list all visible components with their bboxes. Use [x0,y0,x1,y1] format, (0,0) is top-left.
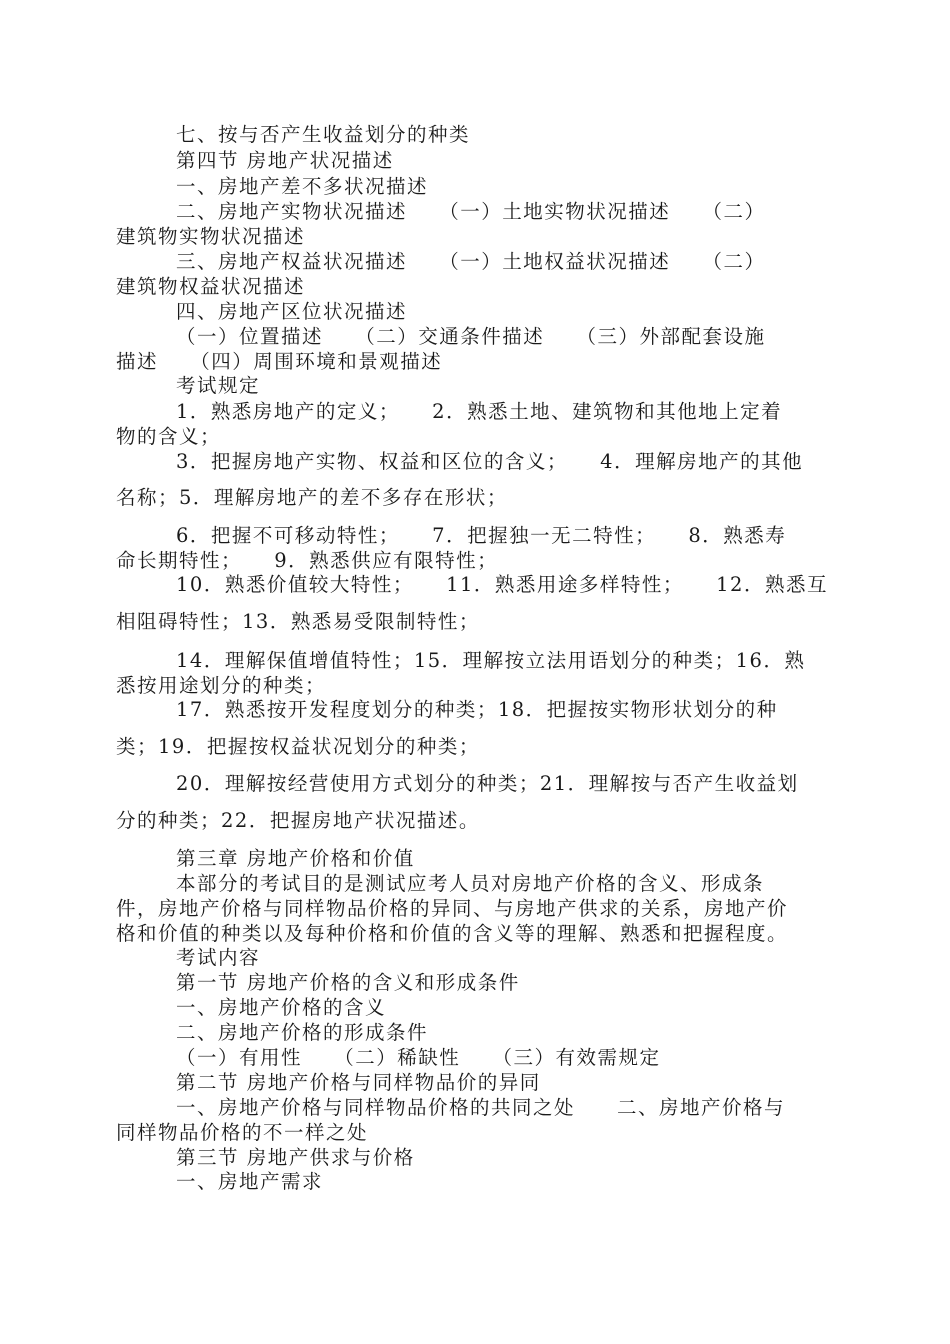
section-heading: 第四节 房地产状况描述 [176,149,394,172]
text-line: 二、房地产实物状况描述 （一）土地实物状况描述 （二） [176,200,766,223]
text-line: 6．把握不可移动特性； 7．把握独一无二特性； 8．熟悉寿 [176,524,787,547]
text-line: 分的种类；22．把握房地产状况描述。 [116,809,480,832]
text-line: 建筑物权益状况描述 [116,275,306,298]
text-line: 一、房地产价格的含义 [176,996,387,1019]
subheading: 考试规定 [176,374,261,397]
section-heading: 第一节 房地产价格的含义和形成条件 [176,971,520,994]
text-line: 七、按与否产生收益划分的种类 [176,123,471,146]
text-line: 1．熟悉房地产的定义； 2．熟悉土地、建筑物和其他地上定着 [176,400,783,423]
text-line: 物的含义； [116,425,222,448]
text-line: 二、房地产价格的形成条件 [176,1021,429,1044]
text-line: 悉按用途划分的种类； [116,674,327,697]
text-line: 20．理解按经营使用方式划分的种类；21．理解按与否产生收益划 [176,772,799,795]
section-heading: 第三节 房地产供求与价格 [176,1146,415,1169]
text-line: 件，房地产价格与同样物品价格的异同、与房地产供求的关系，房地产价 [116,897,789,920]
text-line: 三、房地产权益状况描述 （一）土地权益状况描述 （二） [176,250,766,273]
text-line: （一）有用性 （二）稀缺性 （三）有效需规定 [176,1046,661,1069]
text-line: 3．把握房地产实物、权益和区位的含义； 4．理解房地产的其他 [176,450,804,473]
text-line: 本部分的考试目的是测试应考人员对房地产价格的含义、形成条 [176,872,765,895]
section-heading: 第二节 房地产价格与同样物品价的异同 [176,1071,541,1094]
text-line: 相阻碍特性；13．熟悉易受限制特性； [116,610,480,633]
text-line: 14．理解保值增值特性；15．理解按立法用语划分的种类；16．熟 [176,649,806,672]
text-line: 17．熟悉按开发程度划分的种类；18．把握按实物形状划分的种 [176,698,778,721]
text-line: 10．熟悉价值较大特性； 11．熟悉用途多样特性； 12．熟悉互 [176,573,828,596]
text-line: 描述 （四）周围环境和景观描述 [116,350,443,373]
text-line: 建筑物实物状况描述 [116,225,306,248]
text-line: 一、房地产价格与同样物品价格的共同之处 二、房地产价格与 [176,1096,786,1119]
text-line: 类；19．把握按权益状况划分的种类； [116,735,480,758]
text-line: 名称；5．理解房地产的差不多存在形状； [116,486,508,509]
text-line: 一、房地产差不多状况描述 [176,175,429,198]
text-line: 同样物品价格的不一样之处 [116,1121,369,1144]
text-line: （一）位置描述 （二）交通条件描述 （三）外部配套设施 [176,325,766,348]
chapter-heading: 第三章 房地产价格和价值 [176,847,415,870]
text-line: 格和价值的种类以及每种价格和价值的含义等的理解、熟悉和把握程度。 [116,922,789,945]
subheading: 考试内容 [176,946,261,969]
text-line: 命长期特性； 9．熟悉供应有限特性； [116,549,499,572]
text-line: 四、房地产区位状况描述 [176,300,408,323]
text-line: 一、房地产需求 [176,1170,324,1193]
